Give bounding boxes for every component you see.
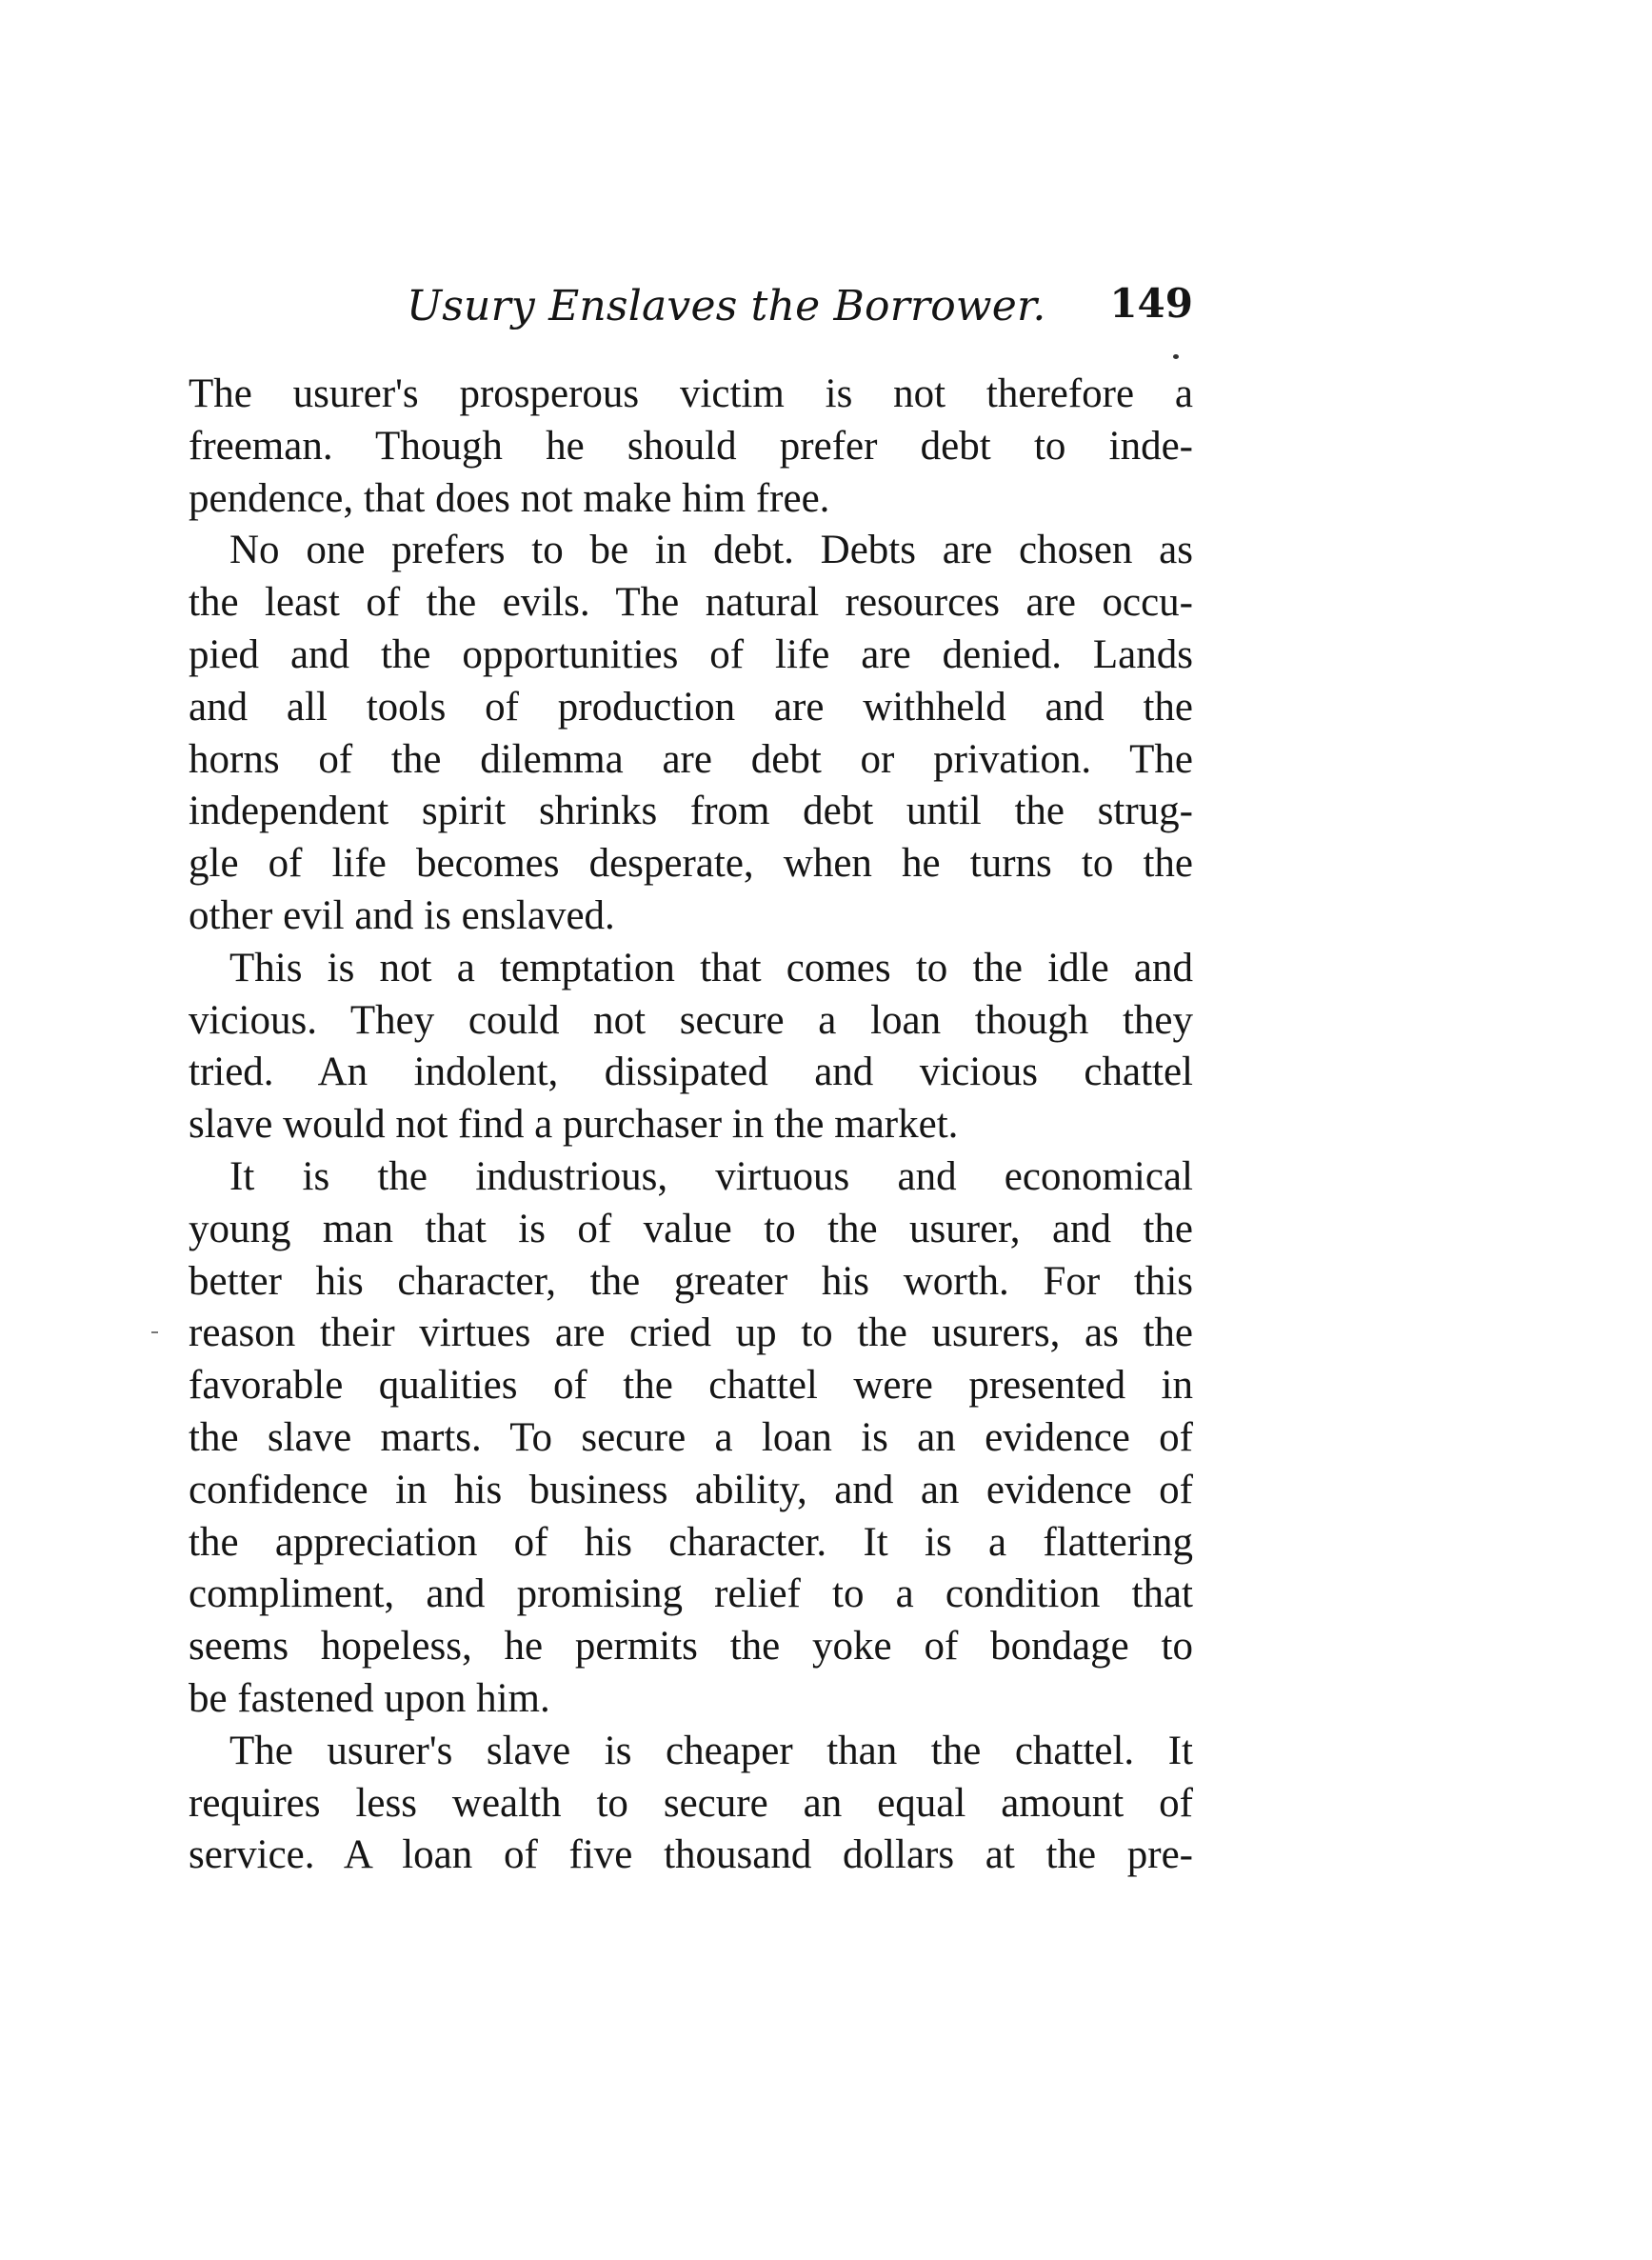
text-line: requires less wealth to secure an equal amount of (189, 1780, 1193, 1826)
print-speck (1173, 354, 1179, 359)
text-line: the slave marts. To secure a loan is an evidence of (189, 1414, 1193, 1460)
paragraph-2 (189, 525, 1193, 942)
running-title: Usury Enslaves the Borrower. (407, 282, 1046, 330)
body-text (189, 369, 1193, 1882)
text-line: young man that is of value to the usurer, and the (189, 1206, 1193, 1251)
text-line: This is not a temptation that comes to the idle and (229, 945, 1193, 990)
text-line: the appreciation of his character. It is a flattering (189, 1519, 1193, 1565)
margin-mark (151, 1331, 158, 1333)
text-line: slave would not find a purchaser in the market. (189, 1102, 959, 1148)
text-line: The usurer's slave is cheaper than the chattel. It (229, 1728, 1193, 1773)
text-line: It is the industrious, virtuous and economical (229, 1153, 1193, 1199)
text-line: The usurer's prosperous victim is not therefore a (189, 371, 1193, 416)
text-line: service. A loan of five thousand dollars at the pre- (189, 1832, 1193, 1878)
text-line: pendence, that does not make him free. (189, 475, 830, 521)
text-line: compliment, and promising relief to a condition that (189, 1571, 1193, 1617)
text-line: other evil and is enslaved. (189, 892, 615, 938)
text-line: tried. An indolent, dissipated and vicious chattel (189, 1050, 1193, 1095)
text-line: favorable qualities of the chattel were presented in (189, 1363, 1193, 1409)
paragraph-4 (189, 1151, 1193, 1726)
paragraph-5 (189, 1726, 1193, 1882)
text-line: reason their virtues are cried up to the usurers, as the (189, 1310, 1193, 1356)
text-line: and all tools of production are withheld and the (189, 684, 1193, 730)
text-line: gle of life becomes desperate, when he turns to the (189, 841, 1193, 887)
text-line: pied and the opportunities of life are denied. Lands (189, 631, 1193, 677)
text-line: freeman. Though he should prefer debt to inde- (189, 423, 1193, 469)
text-line: the least of the evils. The natural resources are occu- (189, 580, 1193, 626)
text-line: vicious. They could not secure a loan though they (189, 997, 1193, 1043)
text-line: No one prefers to be in debt. Debts are chosen as (229, 528, 1193, 573)
text-line: better his character, the greater his worth. For this (189, 1258, 1193, 1304)
text-line: seems hopeless, he permits the yoke of bondage to (189, 1624, 1193, 1670)
page-number: 149 (1109, 280, 1193, 327)
paragraph-3 (189, 943, 1193, 1151)
text-line: be fastened upon him. (189, 1675, 550, 1721)
paragraph-1 (189, 369, 1193, 525)
text-line: independent spirit shrinks from debt until the strug- (189, 789, 1193, 834)
text-line: confidence in his business ability, and an evidence of (189, 1467, 1193, 1512)
text-line: horns of the dilemma are debt or privation. The (189, 736, 1193, 782)
running-header (189, 282, 1193, 349)
